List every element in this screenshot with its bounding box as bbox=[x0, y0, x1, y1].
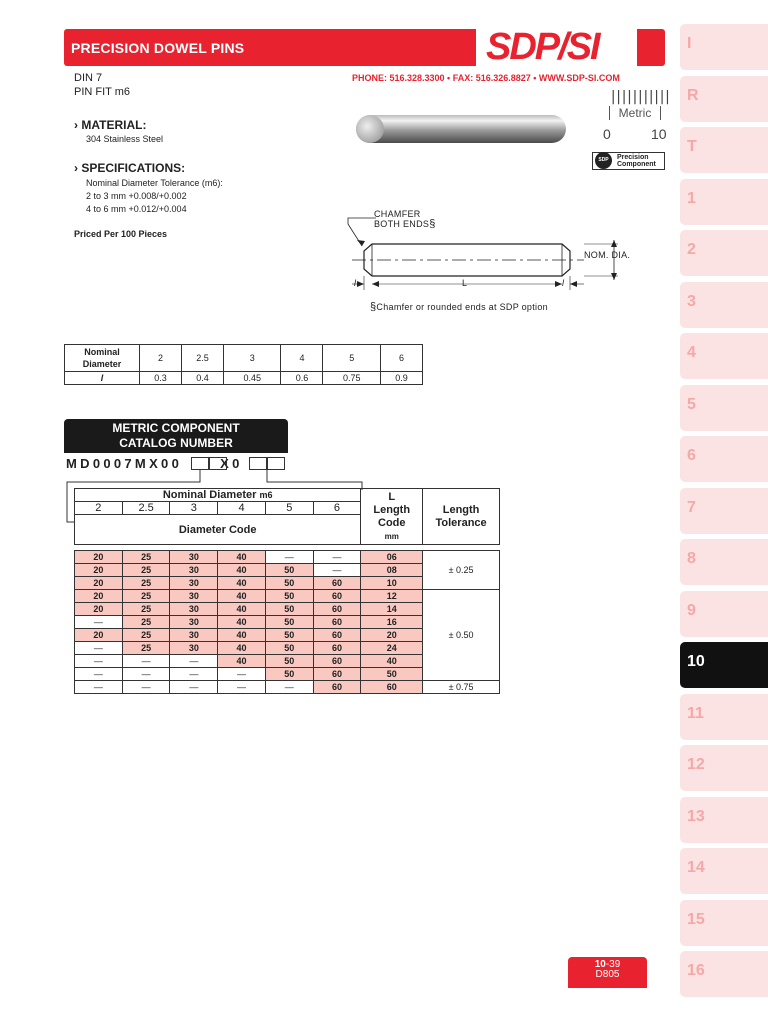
chamfer-label: CHAMFER BOTH ENDS§ bbox=[374, 209, 436, 230]
diameter-code-cell: 60 bbox=[313, 590, 361, 603]
diameter-code-cell: 60 bbox=[313, 603, 361, 616]
diameter-code-cell: — bbox=[313, 564, 361, 577]
table-cell: 0.45 bbox=[223, 372, 281, 385]
tab-8[interactable]: 8 bbox=[680, 539, 768, 585]
diameter-code-cell: 25 bbox=[122, 642, 170, 655]
table-cell: 3 bbox=[223, 345, 281, 372]
diameter-code-cell: 25 bbox=[122, 603, 170, 616]
diameter-code-cell: 40 bbox=[218, 590, 266, 603]
diameter-cell: 3 bbox=[170, 502, 218, 515]
catalog-table bbox=[74, 488, 500, 694]
length-code-cell: 10 bbox=[361, 577, 423, 590]
diameter-code-cell: 50 bbox=[265, 629, 313, 642]
diameter-code-cell: — bbox=[218, 681, 266, 694]
length-code-slot bbox=[249, 457, 267, 470]
diameter-code-slot bbox=[209, 457, 227, 470]
diameter-code-cell: — bbox=[265, 681, 313, 694]
diameter-code-cell: 25 bbox=[122, 616, 170, 629]
chamfer-symbol: l bbox=[65, 372, 140, 385]
diameter-code-cell: 30 bbox=[170, 629, 218, 642]
diameter-code-cell: 60 bbox=[313, 616, 361, 629]
diameter-code-cell: — bbox=[170, 668, 218, 681]
length-code-header: L Length Code mm bbox=[361, 489, 423, 545]
tab-i[interactable]: I bbox=[680, 24, 768, 70]
tab-7[interactable]: 7 bbox=[680, 488, 768, 534]
diameter-code-cell: 40 bbox=[218, 551, 266, 564]
length-code-cell: 06 bbox=[361, 551, 423, 564]
tab-t[interactable]: T bbox=[680, 127, 768, 173]
tab-1[interactable]: 1 bbox=[680, 179, 768, 225]
diameter-code-cell: 40 bbox=[218, 642, 266, 655]
diameter-code-cell: 50 bbox=[265, 642, 313, 655]
spec-line: 4 to 6 mm +0.012/+0.004 bbox=[86, 204, 187, 214]
tab-r[interactable]: R bbox=[680, 76, 768, 122]
diameter-code-cell: — bbox=[75, 616, 123, 629]
ruler-icon: ||||||||||| bbox=[609, 89, 669, 105]
length-code-cell: 50 bbox=[361, 668, 423, 681]
tab-3[interactable]: 3 bbox=[680, 282, 768, 328]
nominal-diameter-label: NOM. DIA. bbox=[584, 250, 631, 260]
table-cell: 5 bbox=[323, 345, 381, 372]
table-row bbox=[75, 489, 500, 502]
table-cell: 2.5 bbox=[181, 345, 223, 372]
table-cell: 0.4 bbox=[181, 372, 223, 385]
length-code-cell: 08 bbox=[361, 564, 423, 577]
metric-scale bbox=[609, 88, 669, 120]
diameter-code-cell: 40 bbox=[218, 564, 266, 577]
table-cell: 6 bbox=[381, 345, 423, 372]
length-label: L bbox=[462, 278, 468, 288]
chevron-right-icon: › bbox=[74, 161, 82, 175]
tab-14[interactable]: 14 bbox=[680, 848, 768, 894]
diameter-code-cell: 25 bbox=[122, 590, 170, 603]
precision-component-badge: Precision Component bbox=[592, 152, 665, 170]
tab-4[interactable]: 4 bbox=[680, 333, 768, 379]
diameter-code-cell: 30 bbox=[170, 590, 218, 603]
diameter-code-cell: 25 bbox=[122, 564, 170, 577]
diameter-code-cell: — bbox=[75, 681, 123, 694]
diameter-code-cell: — bbox=[170, 681, 218, 694]
tab-2[interactable]: 2 bbox=[680, 230, 768, 276]
table-cell: 0.75 bbox=[323, 372, 381, 385]
standard-block bbox=[74, 71, 130, 99]
catalog-number: MD0007MX00 X0 bbox=[66, 456, 243, 471]
diameter-code-cell: — bbox=[122, 681, 170, 694]
diameter-code-cell: — bbox=[122, 668, 170, 681]
length-code-cell: 12 bbox=[361, 590, 423, 603]
specifications-heading: › SPECIFICATIONS: bbox=[74, 161, 186, 175]
diameter-code-cell: 40 bbox=[218, 577, 266, 590]
diameter-cell: 2 bbox=[75, 502, 123, 515]
diameter-code-cell: 60 bbox=[313, 642, 361, 655]
tab-10[interactable]: 10 bbox=[680, 642, 768, 688]
catalog-number-title: METRIC COMPONENT CATALOG NUMBER bbox=[64, 419, 288, 453]
length-code-cell: 16 bbox=[361, 616, 423, 629]
table-cell: 2 bbox=[140, 345, 182, 372]
diameter-code-cell: 20 bbox=[75, 590, 123, 603]
tab-12[interactable]: 12 bbox=[680, 745, 768, 791]
nominal-diameter-header: Nominal Diameter m6 bbox=[75, 489, 361, 502]
end-label-right: l bbox=[562, 278, 565, 288]
diameter-code-cell: 20 bbox=[75, 603, 123, 616]
table-cell: 0.9 bbox=[381, 372, 423, 385]
diameter-code-cell: 30 bbox=[170, 577, 218, 590]
diameter-code-cell: 50 bbox=[265, 564, 313, 577]
page-number-box: 10-39 D805 bbox=[568, 957, 647, 988]
chevron-right-icon: › bbox=[74, 118, 82, 132]
table-cell: 0.3 bbox=[140, 372, 182, 385]
tab-5[interactable]: 5 bbox=[680, 385, 768, 431]
diameter-code-cell: 50 bbox=[265, 655, 313, 668]
diameter-code-cell: 20 bbox=[75, 564, 123, 577]
contact-line: PHONE: 516.328.3300 • FAX: 516.326.8827 • WWW.SDP-SI.COM bbox=[352, 73, 620, 83]
diameter-code-cell: 20 bbox=[75, 629, 123, 642]
diameter-code-cell: 25 bbox=[122, 577, 170, 590]
table-row bbox=[75, 681, 500, 694]
diameter-code-cell: 50 bbox=[265, 616, 313, 629]
length-code-slot bbox=[267, 457, 285, 470]
diameter-cell: 5 bbox=[265, 502, 313, 515]
diameter-code-cell: 25 bbox=[122, 629, 170, 642]
end-label-left: l bbox=[354, 278, 357, 288]
diameter-code-cell: — bbox=[75, 655, 123, 668]
logo-block bbox=[637, 29, 665, 66]
diameter-code-cell: — bbox=[75, 668, 123, 681]
diameter-code-cell: 30 bbox=[170, 564, 218, 577]
diameter-cell: 6 bbox=[313, 502, 361, 515]
diameter-code-cell: 30 bbox=[170, 551, 218, 564]
diameter-cell: 2.5 bbox=[122, 502, 170, 515]
scale-start: 0 bbox=[603, 126, 611, 142]
diameter-code-cell: — bbox=[170, 655, 218, 668]
chamfer-size-table bbox=[64, 344, 423, 385]
spec-line: 2 to 3 mm +0.008/+0.002 bbox=[86, 191, 187, 201]
specifications-list bbox=[86, 177, 223, 216]
diameter-code-cell: 30 bbox=[170, 603, 218, 616]
diameter-cell: 4 bbox=[218, 502, 266, 515]
tab-13[interactable]: 13 bbox=[680, 797, 768, 843]
nominal-diameter-header: Nominal Diameter bbox=[65, 345, 140, 372]
diameter-code-cell: 40 bbox=[218, 616, 266, 629]
diameter-code-cell: 50 bbox=[265, 668, 313, 681]
diameter-code-cell: 30 bbox=[170, 642, 218, 655]
diameter-code-cell: 30 bbox=[170, 616, 218, 629]
diameter-code-cell: 25 bbox=[122, 551, 170, 564]
material-value: 304 Stainless Steel bbox=[86, 134, 164, 144]
sdpsi-logo: SDP/SI bbox=[486, 26, 599, 68]
table-row bbox=[75, 590, 500, 603]
diameter-code-cell: 60 bbox=[313, 629, 361, 642]
diameter-code-cell: 40 bbox=[218, 629, 266, 642]
table-cell: 4 bbox=[281, 345, 323, 372]
length-code-cell: 24 bbox=[361, 642, 423, 655]
diameter-code-cell: 50 bbox=[265, 603, 313, 616]
diameter-code-cell: 60 bbox=[313, 577, 361, 590]
diameter-code-cell: 60 bbox=[313, 655, 361, 668]
table-row bbox=[65, 372, 423, 385]
diameter-code-cell: 40 bbox=[218, 603, 266, 616]
diameter-code-cell: 50 bbox=[265, 577, 313, 590]
gear-icon: SDP bbox=[595, 152, 612, 169]
priced-note: Priced Per 100 Pieces bbox=[74, 229, 168, 239]
diameter-code-cell: 20 bbox=[75, 551, 123, 564]
tab-16[interactable]: 16 bbox=[680, 951, 768, 997]
pin-end-face bbox=[356, 115, 384, 143]
scale-end: 10 bbox=[651, 126, 667, 142]
table-row bbox=[65, 345, 423, 372]
length-code-cell: 40 bbox=[361, 655, 423, 668]
length-tolerance-cell: ± 0.25 bbox=[423, 551, 500, 590]
tab-15[interactable]: 15 bbox=[680, 900, 768, 946]
diameter-code-cell: 20 bbox=[75, 577, 123, 590]
length-tolerance-header: Length Tolerance bbox=[423, 489, 500, 545]
diameter-code-cell: 60 bbox=[313, 681, 361, 694]
diameter-code-cell: — bbox=[75, 642, 123, 655]
diameter-code-cell: — bbox=[313, 551, 361, 564]
spec-line: Nominal Diameter Tolerance (m6): bbox=[86, 178, 223, 188]
metric-label: Metric bbox=[609, 106, 661, 120]
page-title: PRECISION DOWEL PINS bbox=[71, 40, 245, 56]
material-heading: › MATERIAL: bbox=[74, 118, 147, 132]
pin-photo bbox=[356, 115, 566, 143]
length-code-cell: 14 bbox=[361, 603, 423, 616]
diameter-code-slot bbox=[191, 457, 209, 470]
diameter-code-cell: — bbox=[122, 655, 170, 668]
diameter-code-cell: — bbox=[218, 668, 266, 681]
length-code-cell: 60 bbox=[361, 681, 423, 694]
diameter-code-cell: — bbox=[265, 551, 313, 564]
diameter-code-cell: 60 bbox=[313, 668, 361, 681]
length-code-cell: 20 bbox=[361, 629, 423, 642]
tab-11[interactable]: 11 bbox=[680, 694, 768, 740]
tab-6[interactable]: 6 bbox=[680, 436, 768, 482]
diameter-code-cell: 40 bbox=[218, 655, 266, 668]
table-row bbox=[75, 551, 500, 564]
pin-diagram bbox=[344, 204, 644, 329]
length-tolerance-cell: ± 0.50 bbox=[423, 590, 500, 681]
diameter-code-header: Diameter Code bbox=[75, 515, 361, 545]
length-tolerance-cell: ± 0.75 bbox=[423, 681, 500, 694]
standard-fit: PIN FIT m6 bbox=[74, 86, 131, 98]
chamfer-note: §Chamfer or rounded ends at SDP option bbox=[370, 301, 548, 313]
tab-9[interactable]: 9 bbox=[680, 591, 768, 637]
table-cell: 0.6 bbox=[281, 372, 323, 385]
diameter-code-cell: 50 bbox=[265, 590, 313, 603]
standard-din: DIN 7 bbox=[74, 72, 103, 84]
